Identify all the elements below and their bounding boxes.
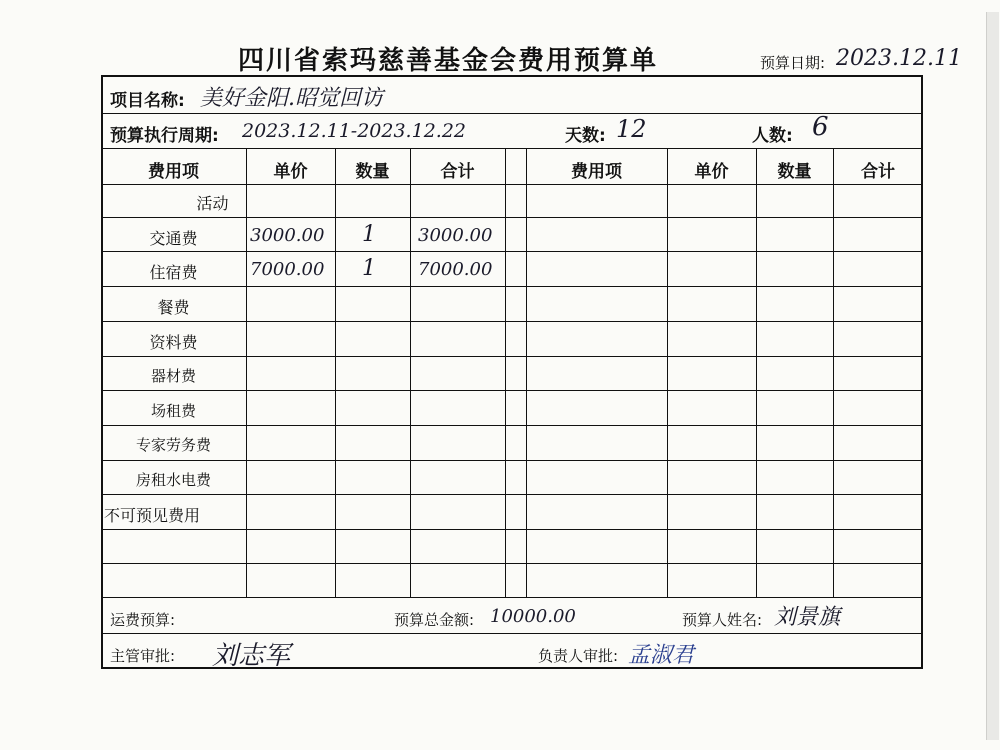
divider-line	[101, 148, 923, 149]
divider-line	[101, 633, 923, 634]
leader-signature: 孟淑君	[628, 643, 695, 668]
leader-approval-label: 负责人审批:	[538, 647, 619, 665]
divider-line	[101, 217, 923, 218]
column-line	[756, 148, 757, 597]
right-header-price: 单价	[694, 162, 729, 182]
divider-line	[101, 529, 923, 530]
divider-line	[101, 113, 923, 114]
budget-date-label: 预算日期:	[760, 54, 826, 72]
lodging-total: 7000.00	[418, 259, 493, 280]
divider-line	[101, 460, 923, 461]
project-name-label: 项目名称:	[110, 91, 185, 111]
left-header-item: 费用项	[148, 162, 199, 182]
divider-line	[101, 563, 923, 564]
days-label: 天数:	[565, 126, 606, 146]
lodging-qty: 1	[362, 256, 376, 281]
expense-item-lodging: 住宿费	[149, 263, 198, 282]
divider-line	[101, 184, 923, 185]
lodging-price: 7000.00	[250, 259, 325, 280]
divider-line	[101, 597, 923, 598]
budget-person-signature: 刘景旗	[774, 605, 841, 630]
freight-budget-label: 运费预算:	[110, 611, 176, 629]
column-line	[410, 148, 411, 597]
expense-item-transport: 交通费	[149, 229, 198, 248]
column-line	[246, 148, 247, 597]
right-header-total: 合计	[861, 162, 895, 182]
expense-item-expert-fee: 专家劳务费	[135, 436, 211, 454]
right-header-qty: 数量	[777, 162, 812, 182]
column-line	[833, 148, 834, 597]
column-line	[667, 148, 668, 597]
supervisor-signature: 刘志军	[212, 641, 291, 671]
paper-edge	[986, 12, 999, 740]
column-line	[335, 148, 336, 597]
column-line	[526, 148, 527, 597]
people-label: 人数:	[752, 126, 793, 146]
expense-item-equipment: 器材费	[150, 367, 196, 385]
total-amount-value: 10000.00	[490, 606, 576, 627]
project-name-value: 美好金阳.昭觉回访	[200, 86, 383, 111]
transport-price: 3000.00	[250, 225, 325, 246]
budget-person-label: 预算人姓名:	[682, 611, 763, 629]
expense-item-meals: 餐费	[157, 298, 190, 317]
divider-line	[101, 251, 923, 252]
left-header-qty: 数量	[355, 162, 390, 182]
transport-total: 3000.00	[418, 225, 493, 246]
column-line	[505, 148, 506, 597]
divider-line	[101, 494, 923, 495]
period-value: 2023.12.11-2023.12.22	[242, 120, 466, 142]
divider-line	[101, 356, 923, 357]
expense-item-venue: 场租费	[150, 402, 196, 420]
left-header-price: 单价	[273, 162, 308, 182]
right-header-item: 费用项	[571, 162, 622, 182]
total-amount-label: 预算总金额:	[394, 611, 475, 629]
budget-date-value: 2023.12.11	[836, 46, 962, 71]
divider-line	[101, 321, 923, 322]
left-header-total: 合计	[440, 162, 475, 182]
days-value: 12	[616, 115, 647, 143]
form-title: 四川省索玛慈善基金会费用预算单	[238, 46, 659, 76]
period-label: 预算执行周期:	[110, 126, 219, 146]
expense-item-contingency: 不可预见费用	[104, 506, 201, 525]
expense-item-rent-utilities: 房租水电费	[135, 471, 211, 489]
expense-item-activity: 活动	[196, 194, 229, 213]
divider-line	[101, 425, 923, 426]
transport-qty: 1	[362, 222, 376, 247]
expense-item-materials: 资料费	[149, 333, 198, 352]
divider-line	[101, 390, 923, 391]
divider-line	[101, 286, 923, 287]
people-value: 6	[812, 112, 829, 142]
supervisor-approval-label: 主管审批:	[110, 647, 176, 665]
